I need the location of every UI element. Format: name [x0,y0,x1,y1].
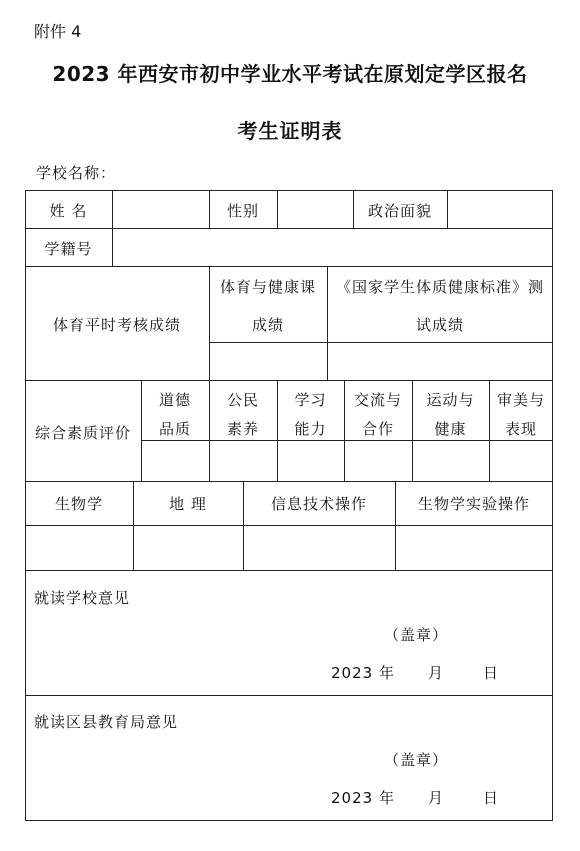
pe-standard-label-line2: 试成绩 [415,316,464,334]
quality-item-moral: 道德 [158,391,191,409]
district-date-day: 日 [483,789,500,807]
school-seal-label: （盖章） [384,626,449,644]
row-divider [25,228,553,229]
school-opinion-label: 就读学校意见 [34,589,131,607]
row-divider [25,525,553,526]
political-status-label: 政治面貌 [367,202,432,220]
row-divider [25,695,553,696]
row-divider [141,440,553,441]
name-label: 姓 名 [49,202,88,220]
district-opinion-label: 就读区县教育局意见 [34,713,179,731]
page-subtitle: 考生证明表 [237,119,343,143]
school-date-day: 日 [483,664,500,682]
col-divider [112,228,113,266]
col-divider [277,190,278,228]
quality-item-aesthetics: 审美与 [496,391,545,409]
school-name-label: 学校名称： [36,164,117,182]
quality-item-communication: 合作 [361,420,394,438]
subject-biology: 生物学 [54,495,103,513]
quality-item-communication: 交流与 [353,391,402,409]
pe-course-label-line2: 成绩 [251,316,284,334]
row-divider [25,481,553,482]
district-date-month: 月 [428,789,445,807]
row-divider [25,266,553,267]
subject-biology-lab: 生物学实验操作 [417,495,530,513]
quality-item-sports: 运动与 [426,391,475,409]
quality-item-learning: 能力 [294,420,327,438]
gender-label: 性别 [226,202,259,220]
quality-item-sports: 健康 [434,420,467,438]
col-divider [447,190,448,228]
quality-item-aesthetics: 表现 [504,420,537,438]
pe-score-label: 体育平时考核成绩 [52,316,181,334]
row-divider [25,380,553,381]
col-divider [112,190,113,228]
quality-item-civic: 公民 [226,391,259,409]
quality-item-civic: 素养 [226,420,259,438]
attachment-label: 附件 4 [34,22,82,41]
pe-standard-label-line1: 《国家学生体质健康标准》测 [335,278,544,296]
page-title: 2023 年西安市初中学业水平考试在原划定学区报名 [52,62,528,86]
school-date-month: 月 [428,664,445,682]
pe-course-label-line1: 体育与健康课 [219,278,316,296]
subject-geography: 地 理 [169,495,207,513]
quality-item-learning: 学习 [294,391,327,409]
school-date-year: 2023 年 [331,664,395,682]
student-id-label: 学籍号 [44,240,93,258]
row-divider [209,342,553,343]
district-date-year: 2023 年 [331,789,395,807]
row-divider [25,570,553,571]
quality-eval-label: 综合素质评价 [34,424,131,442]
quality-item-moral: 品质 [158,420,191,438]
subject-it-operation: 信息技术操作 [270,495,367,513]
district-seal-label: （盖章） [384,751,449,769]
